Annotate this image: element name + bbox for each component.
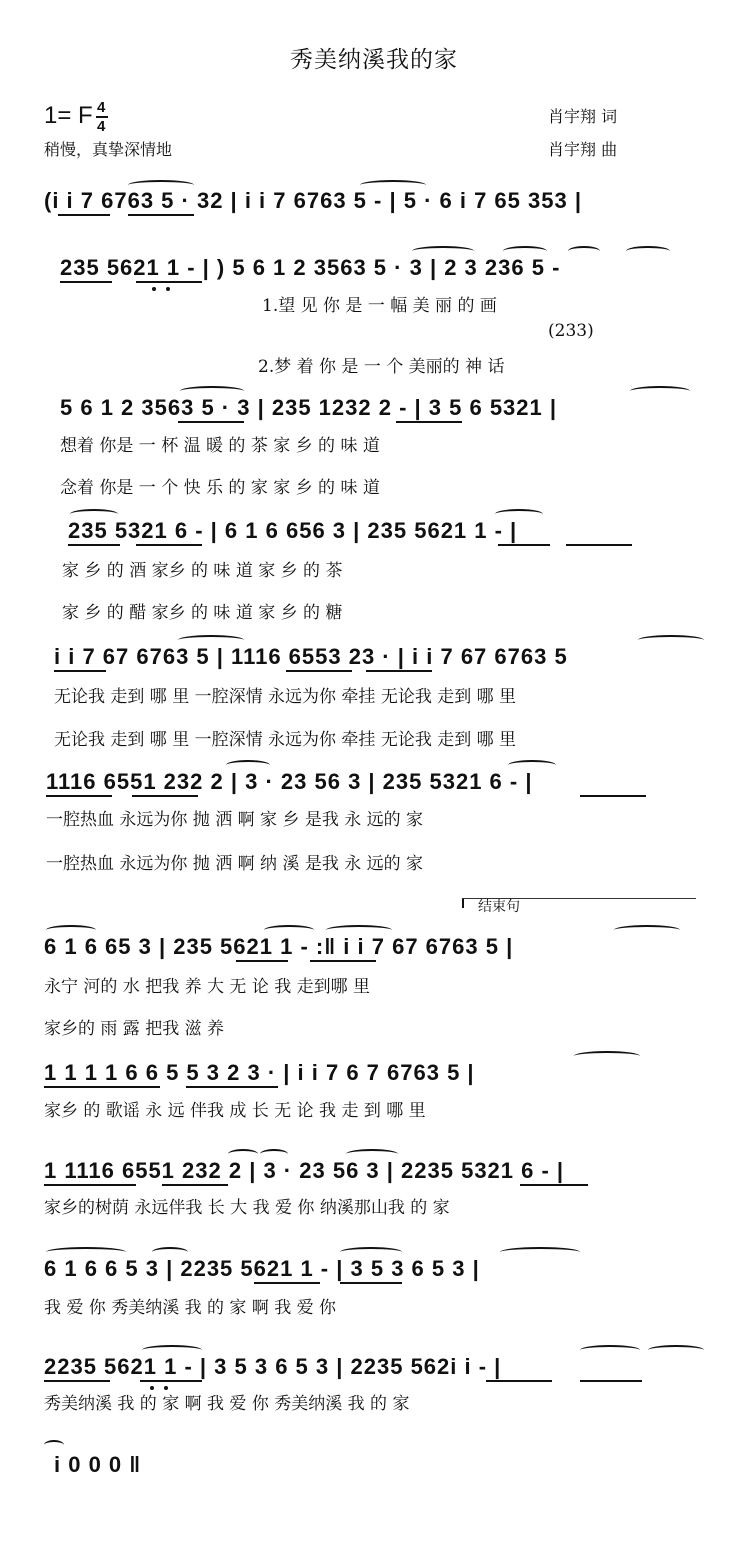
time-signature-top: 4 bbox=[97, 99, 106, 116]
lyric-verse-1: 家 乡 的 酒 家乡 的 味 道 家 乡 的 茶 bbox=[62, 561, 343, 581]
low-octave-dot bbox=[164, 1386, 168, 1390]
lyric-verse-1: 家乡的树荫 永远伴我 长 大 我 爱 你 纳溪那山我 的 家 bbox=[44, 1198, 450, 1218]
section-marker-tick bbox=[462, 898, 464, 908]
lyricist-credit: 肖宇翔 词 bbox=[548, 107, 618, 126]
underline bbox=[44, 1184, 136, 1186]
slur bbox=[638, 635, 704, 645]
lyric-verse-2: 一腔热血 永远为你 抛 洒 啊 纳 溪 是我 永 远的 家 bbox=[46, 854, 424, 874]
slur bbox=[260, 1149, 288, 1159]
notation-row-5: i i 7 67 6763 5 | 1116 6553 23 · | i i 7 67 6763 5 bbox=[54, 644, 568, 669]
slur bbox=[264, 925, 314, 935]
notation-row-7: 6 1 6 65 3 | 235 5621 1 - :‖ i i 7 67 6763 5 | bbox=[44, 934, 514, 959]
underline bbox=[498, 544, 550, 546]
slur bbox=[503, 246, 547, 256]
lyric-verse-1: 我 爱 你 秀美纳溪 我 的 家 啊 我 爱 你 bbox=[44, 1298, 337, 1318]
lyric-verse-2: 无论我 走到 哪 里 一腔深情 永远为你 牵挂 无论我 走到 哪 里 bbox=[54, 730, 517, 750]
slur bbox=[574, 1051, 640, 1061]
lyric-verse-1: 永宁 河的 水 把我 养 大 无 论 我 走到哪 里 bbox=[44, 977, 371, 997]
underline bbox=[46, 795, 112, 797]
underline bbox=[566, 544, 632, 546]
notation-row-2: 235 5621 1 - | ) 5 6 1 2 3563 5 · 3 | 2 3 236 5 - bbox=[60, 255, 561, 280]
low-octave-dot bbox=[150, 1386, 154, 1390]
slur bbox=[46, 1247, 126, 1257]
notation-row-11: 2235 5621 1 - | 3 5 3 6 5 3 | 2235 562i i - | bbox=[44, 1354, 502, 1379]
lyric-verse-1: 秀美纳溪 我 的 家 啊 我 爱 你 秀美纳溪 我 的 家 bbox=[44, 1394, 410, 1414]
underline bbox=[128, 214, 194, 216]
slur bbox=[568, 246, 600, 256]
underline bbox=[486, 1380, 552, 1382]
lyric-verse-2: 家乡的 雨 露 把我 滋 养 bbox=[44, 1019, 225, 1039]
lyric-verse-2: 2.梦 着 你 是 一 个 美丽的 神 话 bbox=[258, 357, 505, 377]
lyric-verse-1: 想着 你是 一 杯 温 暖 的 茶 家 乡 的 味 道 bbox=[60, 436, 380, 456]
notation-row-10: 6 1 6 6 5 3 | 2235 5621 1 - | 3 5 3 6 5 3 | bbox=[44, 1256, 480, 1281]
composer-credit: 肖宇翔 曲 bbox=[548, 140, 618, 159]
underline bbox=[68, 544, 120, 546]
notation-row-6: 1116 6551 232 2 | 3 · 23 56 3 | 235 5321 6 - | bbox=[46, 769, 533, 794]
slur bbox=[152, 1247, 188, 1257]
underline bbox=[44, 1086, 160, 1088]
slur bbox=[340, 1247, 402, 1257]
underline bbox=[58, 214, 110, 216]
time-signature-bottom: 4 bbox=[97, 118, 106, 135]
slur bbox=[180, 386, 244, 396]
notation-row-3: 5 6 1 2 3563 5 · 3 | 235 1232 2 - | 3 5 6 5321 | bbox=[60, 395, 558, 420]
notation-row-8: 1 1 1 1 6 6 5 5 3 2 3 · | i i 7 6 7 6763 5 | bbox=[44, 1060, 475, 1085]
slur bbox=[495, 509, 543, 519]
underline bbox=[580, 1380, 642, 1382]
underline bbox=[136, 281, 202, 283]
underline bbox=[520, 1184, 588, 1186]
alt-notes: (233) bbox=[548, 321, 594, 341]
underline bbox=[54, 670, 106, 672]
lyric-verse-1: 无论我 走到 哪 里 一腔深情 永远为你 牵挂 无论我 走到 哪 里 bbox=[54, 687, 517, 707]
underline bbox=[254, 1282, 320, 1284]
underline bbox=[132, 795, 198, 797]
slur bbox=[178, 635, 244, 645]
slur bbox=[44, 1440, 64, 1450]
underline bbox=[186, 1086, 278, 1088]
slur bbox=[142, 1345, 202, 1355]
underline bbox=[340, 1282, 402, 1284]
slur bbox=[412, 246, 474, 256]
notation-row-12: i 0 0 0 ‖ bbox=[54, 1452, 142, 1477]
lyric-verse-2: 念着 你是 一 个 快 乐 的 家 家 乡 的 味 道 bbox=[60, 478, 380, 498]
lyric-verse-1: 一腔热血 永远为你 抛 洒 啊 家 乡 是我 永 远的 家 bbox=[46, 810, 424, 830]
underline bbox=[366, 670, 432, 672]
slur bbox=[70, 509, 118, 519]
underline bbox=[310, 960, 376, 962]
slur bbox=[346, 1149, 398, 1159]
slur bbox=[614, 925, 680, 935]
slur bbox=[500, 1247, 580, 1257]
underline bbox=[580, 795, 646, 797]
page-title: 秀美纳溪我的家 bbox=[290, 47, 458, 73]
low-octave-dot bbox=[152, 287, 156, 291]
underline bbox=[286, 670, 352, 672]
key-signature: 1= F bbox=[44, 102, 93, 129]
underline bbox=[136, 544, 202, 546]
underline bbox=[236, 960, 288, 962]
slur bbox=[630, 386, 690, 396]
notation-row-1: (i i 7 6763 5 · 32 | i i 7 6763 5 - | 5 · 6 i 7 65 353 | bbox=[44, 188, 582, 213]
slur bbox=[46, 925, 96, 935]
notation-row-4: 235 5321 6 - | 6 1 6 656 3 | 235 5621 1 - | bbox=[68, 518, 518, 543]
lyric-verse-1: 家乡 的 歌谣 永 远 伴我 成 长 无 论 我 走 到 哪 里 bbox=[44, 1101, 426, 1121]
underline bbox=[60, 281, 112, 283]
slur bbox=[326, 925, 392, 935]
underline bbox=[162, 1184, 228, 1186]
underline bbox=[44, 1380, 110, 1382]
underline bbox=[396, 421, 462, 423]
slur bbox=[508, 760, 556, 770]
slur bbox=[360, 180, 426, 190]
underline bbox=[140, 1380, 202, 1382]
slur bbox=[228, 1149, 258, 1159]
slur bbox=[226, 760, 270, 770]
slur bbox=[128, 180, 194, 190]
tempo-marking: 稍慢，真挚深情地 bbox=[44, 140, 173, 159]
notation-row-9: 1 1116 6551 232 2 | 3 · 23 56 3 | 2235 5321 6 - | bbox=[44, 1158, 565, 1183]
lyric-verse-1: 1.望 见 你 是 一 幅 美 丽 的 画 bbox=[262, 296, 497, 316]
slur bbox=[626, 246, 670, 256]
underline bbox=[178, 421, 244, 423]
lyric-verse-2: 家 乡 的 醋 家乡 的 味 道 家 乡 的 糖 bbox=[62, 603, 343, 623]
section-label: 结束句 bbox=[478, 899, 520, 915]
slur bbox=[648, 1345, 704, 1355]
slur bbox=[580, 1345, 640, 1355]
low-octave-dot bbox=[166, 287, 170, 291]
